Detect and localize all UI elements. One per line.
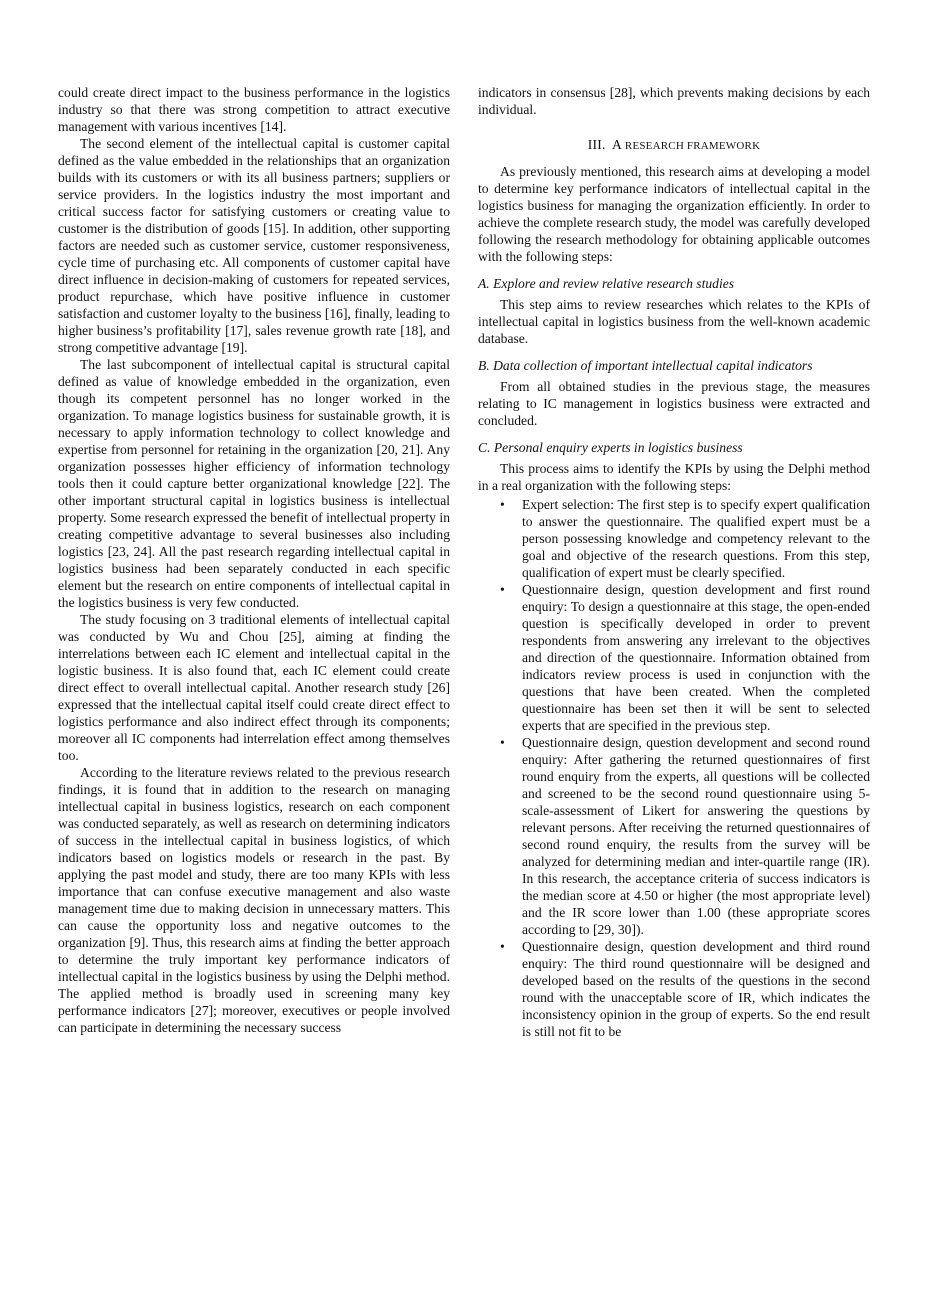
left-column [58,84,450,1036]
paragraph: The second element of the intellectual capital is customer capital defined as the value embedded in the relationships that an organization builds with its customers or with its all business partners; suppliers or service providers. In the logistics industry the most important and critical success factor for satisfying customers or creating value to customer is the distribution of goods [15]. In addition, other supporting factors are needed such as customer service, customer responsiveness, cycle time of purchasing etc. All components of customer capital have direct influence in decision-making of customers for repeated services, product repurchase, which have positive influence in customer satisfaction and customer loyalty to the business [16], finally, leading to higher business’s profitability [17], sales revenue growth rate [18], and strong competitive advantage [19]. [58,136,450,355]
subsection-heading-b: B. Data collection of important intellectual capital indicators [478,358,813,373]
right-column [478,84,870,1040]
paragraph: From all obtained studies in the previous stage, the measures relating to IC management in logistics business were extracted and concluded. [478,379,870,428]
subsection-heading-a: A. Explore and review relative research studies [478,276,735,291]
list-item [478,496,870,581]
paragraph: This process aims to identify the KPIs by using the Delphi method in a real organization with the following steps: [478,461,870,493]
paragraph: As previously mentioned, this research aims at developing a model to determine key performance indicators of intellectual capital in the logistics business for managing the organization efficiently. In order to achieve the complete research study, the model was carefully developed following the research methodology for obtaining applicable outcomes with the following steps: [478,164,870,264]
steps-list [478,496,870,1040]
list-item [478,734,870,938]
bullet-icon: • [500,497,505,512]
bullet-icon: • [500,939,505,954]
list-item [478,581,870,734]
list-item-text: Expert selection: The first step is to specify expert qualification to answer the questionnaire. The qualified expert must be a person possessing knowledge and competency relevant to the goal and objective of the research questions. From this step, qualification of expert must be clearly specified. [522,497,870,580]
list-item [478,938,870,1040]
list-item-text: Questionnaire design, question development and second round enquiry: After gathering the returned questionnaires of first round enquiry from the experts, all questions will be collected and screened to be the second round questionnaire using 5-scale-assessment of Likert for answering the questions by relevant persons. After receiving the returned questionnaires of second round enquiry, the results from the survey will be analyzed for determining median and inter-quartile range (IR). In this research, the acceptance criteria of success indicators is the median score at 4.50 or higher (the most appropriate level) and the IR score lower than 1.00 (these appropriate scores according to [29, 30]). [522,735,870,937]
bullet-icon: • [500,735,505,750]
paragraph: could create direct impact to the business performance in the logistics industry so that there was strong competition to attract executive management with various incentives [14]. [58,85,450,134]
section-number: III. [587,137,606,152]
list-item-text: Questionnaire design, question development and first round enquiry: To design a questionnaire at this stage, the open-ended question is specifically developed in order to prevent respondents from answering any irrelevant to the objectives and direction of the questionnaire. Information obtained from indicators review process is used in conjunction with the questions that have been created. When the completed questionnaire has been set then it will be sent to selected experts that are specified in the previous step. [522,582,870,733]
paragraph: The last subcomponent of intellectual capital is structural capital defined as value of knowledge embedded in the organization, even though its competent personnel has no longer worked in the organization. To manage logistics business for sustainable growth, it is necessary to apply information technology to collect knowledge and expertise from personnel for retaining in the organization [20, 21]. Any organization possesses higher efficiency of information technology tools then it could capture better organizational knowledge [22]. The other important structural capital in logistics business is intellectual property. Some research expressed the benefit of intellectual property in creating competitive advantage to several businesses also including logistics [23, 24]. All the past research regarding intellectual capital in logistics business had been separately conducted in each specific element but the research on entire components of intellectual capital in the logistics business is very few conducted. [58,357,450,610]
subsection-heading-c: C. Personal enquiry experts in logistics business [478,440,743,455]
paragraph: indicators in consensus [28], which prevents making decisions by each individual. [478,85,870,117]
list-item-text: Questionnaire design, question development and third round enquiry: The third round questionnaire will be designed and developed based on the results of the questions in the second round with the unacceptable score of IR, which indicates the inconsistency opinion in the group of experts. So the end result is still not fit to be [522,939,870,1039]
section-title-initial: A [612,137,622,152]
paragraph: The study focusing on 3 traditional elements of intellectual capital was conducted by Wu and Chou [25], aiming at finding the interrelations between each IC element and intellectual capital in the logistic business. It is also found that, each IC element could create direct effect to overall intellectual capital. Another research study [26] expressed that the intellectual capital itself could create direct effect to logistics performance and also indirect effect through its components; moreover all IC components had interrelation effect among themselves too. [58,612,450,763]
bullet-icon: • [500,582,505,597]
section-title: RESEARCH FRAMEWORK [624,140,761,152]
paragraph: This step aims to review researches which relates to the KPIs of intellectual capital in logistics business from the well-known academic database. [478,297,870,346]
paragraph: According to the literature reviews related to the previous research findings, it is found that in addition to the research on managing intellectual capital in business logistics, research on each component was conducted separately, as well as research on determining indicators of success in the intellectual capital in business logistics, of which indicators based on logistics models or research in the past. By applying the past model and study, there are too many KPIs with less importance that can confuse executive management and also waste management time due to making decision in unnecessary matters. This can cause the opportunity loss and negative outcomes to the organization [9]. Thus, this research aims at finding the better approach to determine the truly important key performance indicators of intellectual capital in the logistics business by using the Delphi method. The applied method is broadly used in screening many key performance indicators [27]; moreover, executives or people involved can participate in determining the necessary success [58,765,450,1035]
section-heading [478,136,870,155]
